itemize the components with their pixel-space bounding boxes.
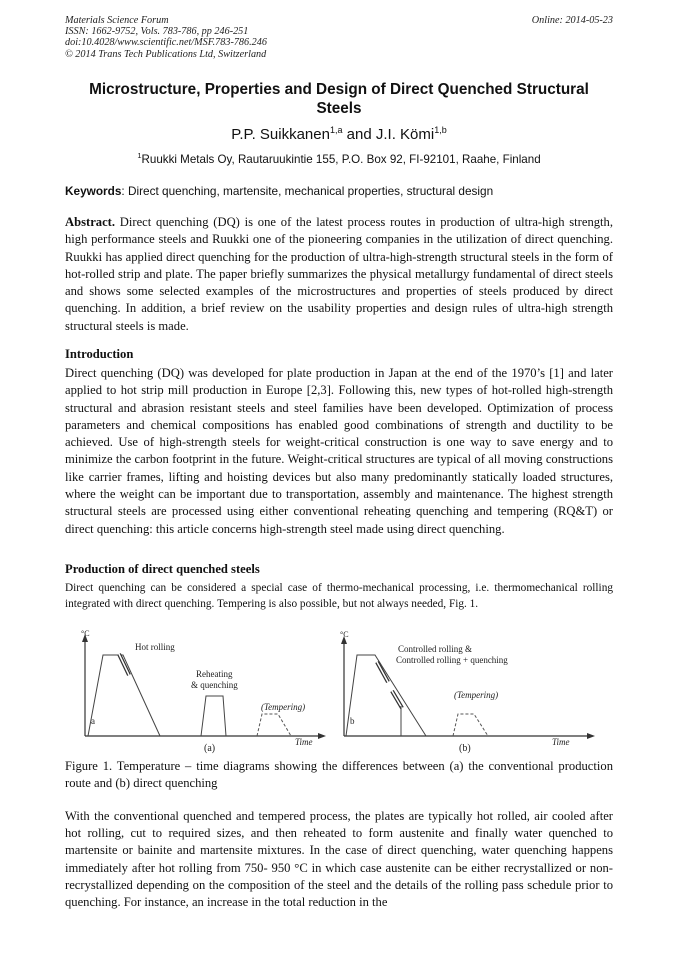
production-paragraph: Direct quenching can be considered a special case of thermo-mechanical processing, i.e. thermomechanical rolling integrated with direct quenching. Tempering is also possible, but not always needed, Fig. 1. (65, 582, 613, 610)
diagram-b-quench-passes-core (392, 691, 402, 708)
keywords (65, 184, 613, 198)
diagram-a-tempering-label: (Tempering) (261, 702, 306, 712)
abstract-text: Direct quenching (DQ) is one of the latest process routes in production of ultra-high strength, high performance steels and Ruukki one of the pioneering companies in the utilization of direct quenching. Ruukki has applied direct quenching for the production of ultra-high-strength structural steels in the form of hot-rolled strip and plate. The paper briefly summarizes the physical metallurgy fundamental of direct steels and shows some selected examples of the microstructures and properties of steels produced by direct quenching. In addition, a brief review on the usability properties and design rules of ultra-high strength structural steels is made. (65, 215, 613, 333)
introduction-paragraph: Direct quenching (DQ) was developed for plate production in Japan at the end of the 1970’s [1] and later applied to hot strip mill production in Europe [2,3]. Following this, new types of hot-rolled high-strength structural and abrasion resistant steels and steel families have been developed. Optimization of process parameters and chemical compositions has enabled good combinations of strength and ductility to be achieved. Use of high-strength steels for weight-critical construction is one way to save energy and to minimize the carbon footprint in the future. Weight-critical structures are typical of all moving constructions like carrier frames, lifting and hoisting devices but also many predominantly statically loaded structures, where the weight can be important due to transportation, assembly and maintenance. The highest strength structural steels are processed using either conventional reheating quenching and tempering (RQ&T) or direct quenching: this article concerns high-strength steel made using direct quenching. (65, 366, 613, 536)
production-heading: Production of direct quenched steels (65, 562, 260, 576)
copyright-line: © 2014 Trans Tech Publications Ltd, Switzerland (65, 48, 267, 60)
affiliation (65, 149, 613, 167)
journal-name: Materials Science Forum (65, 15, 169, 26)
diagram-a-reheating-label: Reheating (196, 669, 233, 679)
diagram-b-tempering-label: (Tempering) (454, 690, 499, 700)
diagram-b-time-label: Time (552, 737, 570, 747)
diagram-a-reheating-curve (201, 696, 226, 736)
diagram-a-time-label: Time (295, 737, 313, 747)
diagram-b-rolling-passes-core (377, 662, 388, 682)
figure-1-caption: Figure 1. Temperature – time diagrams showing the differences between (a) the conventional production route and (b) direct quenching (65, 759, 613, 791)
body-paragraph: With the conventional quenched and tempered process, the plates are typically hot rolled, air cooled after hot rolling, cut to required sizes, and then reheated to form austenite and finally water quenched to martensite or bainite and martensite mixtures. In the case of direct quenching, water quenching happens immediately after hot rolling from 750- 950 °C in which case austenite can be either recrystallized or non-recrystallized depending on the composition of the steel and the details of the rolling pass schedule prior to quenching. For instance, an increase in the total reduction in the (65, 809, 613, 910)
diagram-b-panel-label: (b) (459, 743, 471, 754)
diagram-b-controlled-label-2: Controlled rolling + quenching (396, 655, 508, 665)
diagram-a-panel-label: (a) (204, 743, 216, 754)
doi-line: doi:10.4028/www.scientific.net/MSF.783-786.246 (65, 37, 267, 49)
diagram-a-x-arrow (318, 733, 326, 739)
journal-header (65, 15, 613, 60)
paper-title: Microstructure, Properties and Design of Direct Quenched Structural Steels (89, 81, 589, 117)
diagram-b (340, 630, 595, 754)
keywords-label: Keywords (65, 184, 122, 198)
diagram-b-controlled-label-1: Controlled rolling & (398, 644, 472, 654)
author-1-affiliation-mark: 1,a (329, 125, 343, 135)
figure-1 (76, 628, 602, 754)
introduction-heading: Introduction (65, 347, 134, 361)
affiliation-mark: 1 (137, 151, 142, 160)
diagram-a-point-label: a (91, 716, 95, 726)
diagram-b-temp-unit: °C (340, 630, 349, 639)
diagram-a-tempering-curve (257, 714, 291, 736)
diagram-a-temp-unit: °C (81, 629, 90, 638)
author-1: P.P. Suikkanen (231, 126, 330, 143)
author-2: J.I. Kömi (375, 126, 435, 143)
author-connector: and (342, 126, 376, 143)
diagram-a-quenching-label: & quenching (191, 680, 238, 690)
keywords-text: : Direct quenching, martensite, mechanical properties, structural design (121, 184, 494, 198)
diagram-a (81, 629, 326, 754)
affiliation-text: Ruukki Metals Oy, Rautaruukintie 155, P.O. Box 92, FI-92101, Raahe, Finland (141, 152, 541, 166)
diagram-b-point-label: b (350, 716, 355, 726)
diagram-b-x-arrow (587, 733, 595, 739)
author-line (65, 121, 613, 144)
issn-line: ISSN: 1662-9752, Vols. 783-786, pp 246-251 (65, 26, 249, 38)
online-date: Online: 2014-05-23 (531, 15, 613, 26)
abstract (65, 214, 613, 335)
diagram-a-hot-rolling-label: Hot rolling (135, 642, 175, 652)
diagram-b-rolling-curve (346, 655, 426, 736)
diagram-b-tempering-curve (453, 714, 488, 736)
author-2-affiliation-mark: 1,b (434, 125, 447, 135)
abstract-label: Abstract. (65, 215, 116, 229)
